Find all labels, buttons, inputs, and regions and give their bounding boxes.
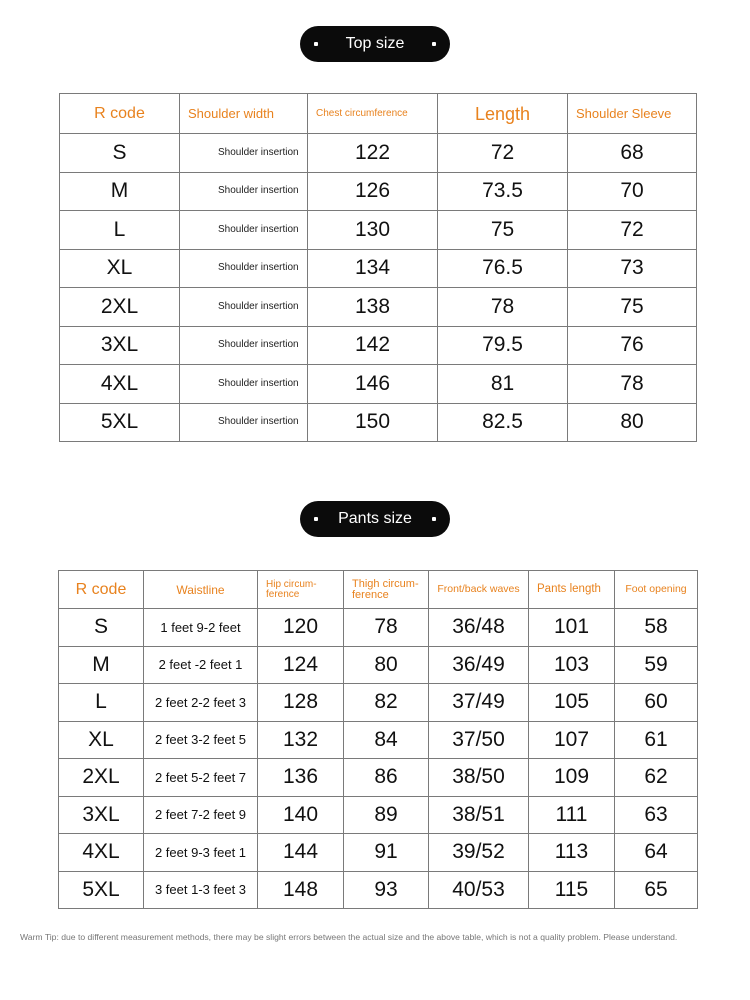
sleeve-value: 72 — [568, 211, 697, 250]
table-row — [60, 326, 697, 365]
bullet-icon — [432, 42, 436, 46]
foot-value: 60 — [615, 684, 698, 722]
chest-value: 126 — [308, 172, 438, 211]
size-code: 3XL — [60, 326, 180, 365]
top-header-chest: Chest circumference — [308, 94, 438, 134]
pants-length-value: 109 — [529, 759, 615, 797]
waist-value: 2 feet 2-2 feet 3 — [144, 684, 258, 722]
pants-header-foot: Foot opening — [615, 571, 698, 609]
shoulder-value: Shoulder insertion — [180, 326, 308, 365]
hip-value: 136 — [258, 759, 344, 797]
foot-value: 62 — [615, 759, 698, 797]
shoulder-value: Shoulder insertion — [180, 172, 308, 211]
top-header-sleeve: Shoulder Sleeve — [568, 94, 697, 134]
table-row — [60, 211, 697, 250]
waist-value: 2 feet -2 feet 1 — [144, 646, 258, 684]
size-code: M — [59, 646, 144, 684]
hip-value: 140 — [258, 796, 344, 834]
table-row — [59, 871, 698, 909]
shoulder-value: Shoulder insertion — [180, 288, 308, 327]
shoulder-value: Shoulder insertion — [180, 403, 308, 442]
pants-length-value: 107 — [529, 721, 615, 759]
waves-value: 36/48 — [429, 609, 529, 647]
table-row — [59, 759, 698, 797]
pants-header-length: Pants length — [529, 571, 615, 609]
shoulder-value: Shoulder insertion — [180, 249, 308, 288]
top-header-code: R code — [60, 94, 180, 134]
chest-value: 142 — [308, 326, 438, 365]
pants-size-label — [300, 501, 450, 537]
top-size-table — [59, 93, 697, 442]
size-code: S — [59, 609, 144, 647]
sleeve-value: 76 — [568, 326, 697, 365]
waves-value: 39/52 — [429, 834, 529, 872]
chest-value: 122 — [308, 134, 438, 173]
waves-value: 38/51 — [429, 796, 529, 834]
foot-value: 65 — [615, 871, 698, 909]
pants-size-title: Pants size — [338, 510, 412, 527]
pants-length-value: 101 — [529, 609, 615, 647]
foot-value: 64 — [615, 834, 698, 872]
table-row — [60, 134, 697, 173]
size-code: 2XL — [59, 759, 144, 797]
hip-value: 120 — [258, 609, 344, 647]
sleeve-value: 73 — [568, 249, 697, 288]
waves-value: 37/49 — [429, 684, 529, 722]
hip-value: 124 — [258, 646, 344, 684]
foot-value: 59 — [615, 646, 698, 684]
thigh-value: 93 — [344, 871, 429, 909]
length-value: 79.5 — [438, 326, 568, 365]
hip-value: 132 — [258, 721, 344, 759]
size-code: 4XL — [59, 834, 144, 872]
foot-value: 63 — [615, 796, 698, 834]
waves-value: 38/50 — [429, 759, 529, 797]
length-value: 73.5 — [438, 172, 568, 211]
sleeve-value: 75 — [568, 288, 697, 327]
pants-length-value: 103 — [529, 646, 615, 684]
pants-header-hip: Hip circum-ference — [258, 571, 344, 609]
waist-value: 1 feet 9-2 feet — [144, 609, 258, 647]
table-row — [59, 609, 698, 647]
sleeve-value: 78 — [568, 365, 697, 404]
size-code: 5XL — [60, 403, 180, 442]
waves-value: 40/53 — [429, 871, 529, 909]
table-row — [59, 684, 698, 722]
pants-header-waist: Waistline — [144, 571, 258, 609]
size-code: XL — [59, 721, 144, 759]
size-code: 2XL — [60, 288, 180, 327]
waist-value: 2 feet 7-2 feet 9 — [144, 796, 258, 834]
length-value: 78 — [438, 288, 568, 327]
pants-header-waves: Front/back waves — [429, 571, 529, 609]
thigh-value: 89 — [344, 796, 429, 834]
chest-value: 138 — [308, 288, 438, 327]
table-row — [59, 646, 698, 684]
pants-header-thigh: Thigh circum-ference — [344, 571, 429, 609]
table-row — [60, 249, 697, 288]
size-code: XL — [60, 249, 180, 288]
hip-value: 128 — [258, 684, 344, 722]
sleeve-value: 80 — [568, 403, 697, 442]
pants-length-value: 115 — [529, 871, 615, 909]
waves-value: 36/49 — [429, 646, 529, 684]
sleeve-value: 68 — [568, 134, 697, 173]
chest-value: 134 — [308, 249, 438, 288]
length-value: 75 — [438, 211, 568, 250]
size-code: 5XL — [59, 871, 144, 909]
table-row — [59, 834, 698, 872]
sleeve-value: 70 — [568, 172, 697, 211]
warm-tip: Warm Tip: due to different measurement methods, there may be slight errors between the actual size and the above table, which is not a quality problem. Please understand. — [20, 932, 678, 942]
waist-value: 2 feet 5-2 feet 7 — [144, 759, 258, 797]
pants-length-value: 113 — [529, 834, 615, 872]
thigh-value: 82 — [344, 684, 429, 722]
pants-length-value: 111 — [529, 796, 615, 834]
length-value: 81 — [438, 365, 568, 404]
hip-value: 148 — [258, 871, 344, 909]
length-value: 76.5 — [438, 249, 568, 288]
top-size-title: Top size — [345, 35, 405, 52]
table-row — [59, 796, 698, 834]
size-code: M — [60, 172, 180, 211]
thigh-value: 84 — [344, 721, 429, 759]
size-code: L — [60, 211, 180, 250]
shoulder-value: Shoulder insertion — [180, 211, 308, 250]
length-value: 72 — [438, 134, 568, 173]
size-code: 4XL — [60, 365, 180, 404]
thigh-value: 80 — [344, 646, 429, 684]
foot-value: 61 — [615, 721, 698, 759]
table-row — [60, 365, 697, 404]
table-row — [59, 721, 698, 759]
waist-value: 2 feet 9-3 feet 1 — [144, 834, 258, 872]
thigh-value: 78 — [344, 609, 429, 647]
table-row — [60, 403, 697, 442]
chest-value: 150 — [308, 403, 438, 442]
hip-value: 144 — [258, 834, 344, 872]
shoulder-value: Shoulder insertion — [180, 365, 308, 404]
length-value: 82.5 — [438, 403, 568, 442]
table-row — [60, 288, 697, 327]
top-size-label — [300, 26, 450, 62]
size-code: L — [59, 684, 144, 722]
pants-length-value: 105 — [529, 684, 615, 722]
waves-value: 37/50 — [429, 721, 529, 759]
size-code: S — [60, 134, 180, 173]
pants-size-table — [58, 570, 698, 909]
thigh-value: 86 — [344, 759, 429, 797]
thigh-value: 91 — [344, 834, 429, 872]
table-row — [60, 172, 697, 211]
size-code: 3XL — [59, 796, 144, 834]
shoulder-value: Shoulder insertion — [180, 134, 308, 173]
chest-value: 130 — [308, 211, 438, 250]
foot-value: 58 — [615, 609, 698, 647]
waist-value: 2 feet 3-2 feet 5 — [144, 721, 258, 759]
bullet-icon — [432, 517, 436, 521]
chest-value: 146 — [308, 365, 438, 404]
top-header-shoulder: Shoulder width — [180, 94, 308, 134]
waist-value: 3 feet 1-3 feet 3 — [144, 871, 258, 909]
top-header-length: Length — [438, 94, 568, 134]
pants-header-code: R code — [59, 571, 144, 609]
